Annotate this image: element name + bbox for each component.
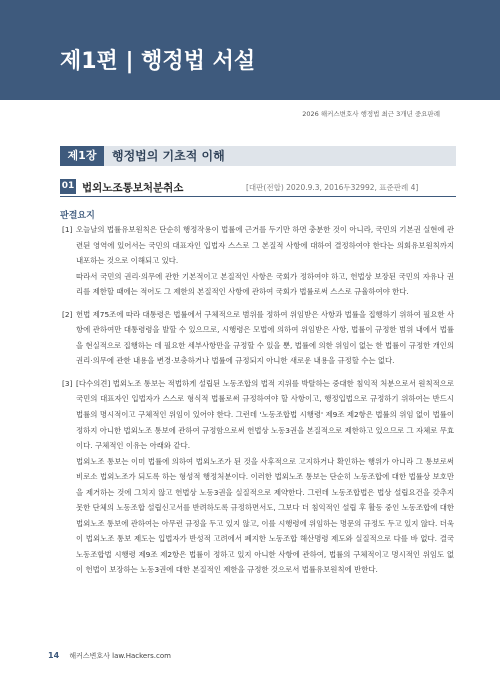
judgment-summary xyxy=(62,222,454,578)
paragraph-1b xyxy=(62,269,454,300)
paragraph-3 xyxy=(62,376,454,454)
running-header: 2026 해커스변호사 행정법 최근 3개년 중요판례 xyxy=(302,110,440,118)
summary-label: 판결요지 xyxy=(60,211,95,221)
case-number: 01 xyxy=(60,179,76,194)
paragraph-text: 법외노조 통보는 이미 법률에 의하여 법외노조가 된 것을 사후적으로 고지하거나 확인하는 행위가 아니라 그 통보로써 비로소 법외노조가 되도록 하는 형성적 행정처분이다. 이러한 법외노조 통보는 단순히 노동조합에 대한 법률상 보호만을 제거하는 것에 그치지 않고 헌법상 노동3권을 실질적으로 제약한다. 그런데 노동조합법은 법상 설립요건을 갖추지 못한 단체의 노동조합 설립신고서를 반려하도록 규정하면서도, 그보다 더 침익적인 설립 후 활동 중인 노동조합에 대한 법외노조 통보에 관하여는 아무런 규정을 두고 있지 않고, 이를 시행령에 위임하는 명문의 규정도 두고 있지 않다. 더욱이 법외노조 통보 제도는 입법자가 반성적 고려에서 폐지한 노동조합 해산명령 제도와 실질적으로 다를 바 없다. 결국 노동조합법 시행령 제9조 제2항은 법률이 정하고 있지 아니한 사항에 관하여, 법률의 구체적이고 명시적인 위임도 없이 헌법이 보장하는 노동3권에 대한 본질적인 제한을 규정한 것으로서 법률유보원칙에 반한다. xyxy=(76,456,454,575)
part-title: 제1편 | 행정법 서설 xyxy=(60,49,256,74)
chapter-tag: 제1장 xyxy=(60,146,104,166)
chapter-bar xyxy=(60,146,456,166)
page-footer xyxy=(48,651,171,661)
paragraph-number: [1] xyxy=(62,225,73,234)
case-title: 법외노조통보처분취소 xyxy=(82,182,184,194)
paragraph-number: [3] xyxy=(62,378,73,388)
chapter-title: 행정법의 기초적 이해 xyxy=(112,149,225,163)
paragraph-1 xyxy=(62,222,454,269)
paragraph-text: 헌법 제75조에 따라 대통령은 법률에서 구체적으로 범위를 정하여 위임받은 사항과 법률을 집행하기 위하여 필요한 사항에 관하여만 대통령령을 발할 수 있으므로, 시행령은 모법에 의하여 위임받은 사항, 법률이 규정한 범위 내에서 법률을 현실적으로 집행하는 데 필요한 세부사항만을 규정할 수 있을 뿐, 법률에 의한 위임이 없는 한 법률이 규정한 개인의 권리·의무에 관한 내용을 변경·보충하거나 법률에 규정되지 아니한 새로운 내용을 규정할 수는 없다. xyxy=(76,309,454,366)
case-heading xyxy=(60,178,456,197)
case-citation: [대판(전합) 2020.9.3, 2016두32992, 표준판례 4] xyxy=(246,183,419,192)
title-banner xyxy=(0,0,500,100)
paragraph-3b xyxy=(62,454,454,578)
paragraph-number: [2] xyxy=(62,309,73,319)
paragraph-text: 오늘날의 법률유보원칙은 단순히 행정작용이 법률에 근거를 두기만 하면 충분한 것이 아니라, 국민의 기본권 실현에 관련된 영역에 있어서는 국민의 대표자인 입법자 스스로 그 본질적 사항에 대하여 결정하여야 한다는 의회유보원칙까지 내포하는 것으로 이해되고 있다. xyxy=(76,225,454,266)
footer-text: 해커스변호사 law.Hackers.com xyxy=(69,652,171,660)
page-number: 14 xyxy=(48,651,60,660)
paragraph-text: [다수의견] 법외노조 통보는 적법하게 설립된 노동조합의 법적 지위를 박탈하는 중대한 침익적 처분으로서 원칙적으로 국민의 대표자인 입법자가 스스로 형식적 법률로써 규정하여야 할 사항이고, 행정입법으로 규정하기 위하여는 반드시 법률의 명시적이고 구체적인 위임이 있어야 한다. 그런데 '노동조합법 시행령' 제9조 제2항은 법률의 위임 없이 법률이 정하지 아니한 법외노조 통보에 관하여 규정함으로써 헌법상 노동3권을 본질적으로 제한하고 있으므로 그 자체로 무효이다. 구체적인 이유는 아래와 같다. xyxy=(76,378,454,451)
paragraph-text: 따라서 국민의 권리·의무에 관한 기본적이고 본질적인 사항은 국회가 정하여야 하고, 헌법상 보장된 국민의 자유나 권리를 제한할 때에는 적어도 그 제한의 본질적인 사항에 관하여 국회가 법률로써 스스로 규율하여야 한다. xyxy=(76,271,454,297)
paragraph-2 xyxy=(62,307,454,369)
